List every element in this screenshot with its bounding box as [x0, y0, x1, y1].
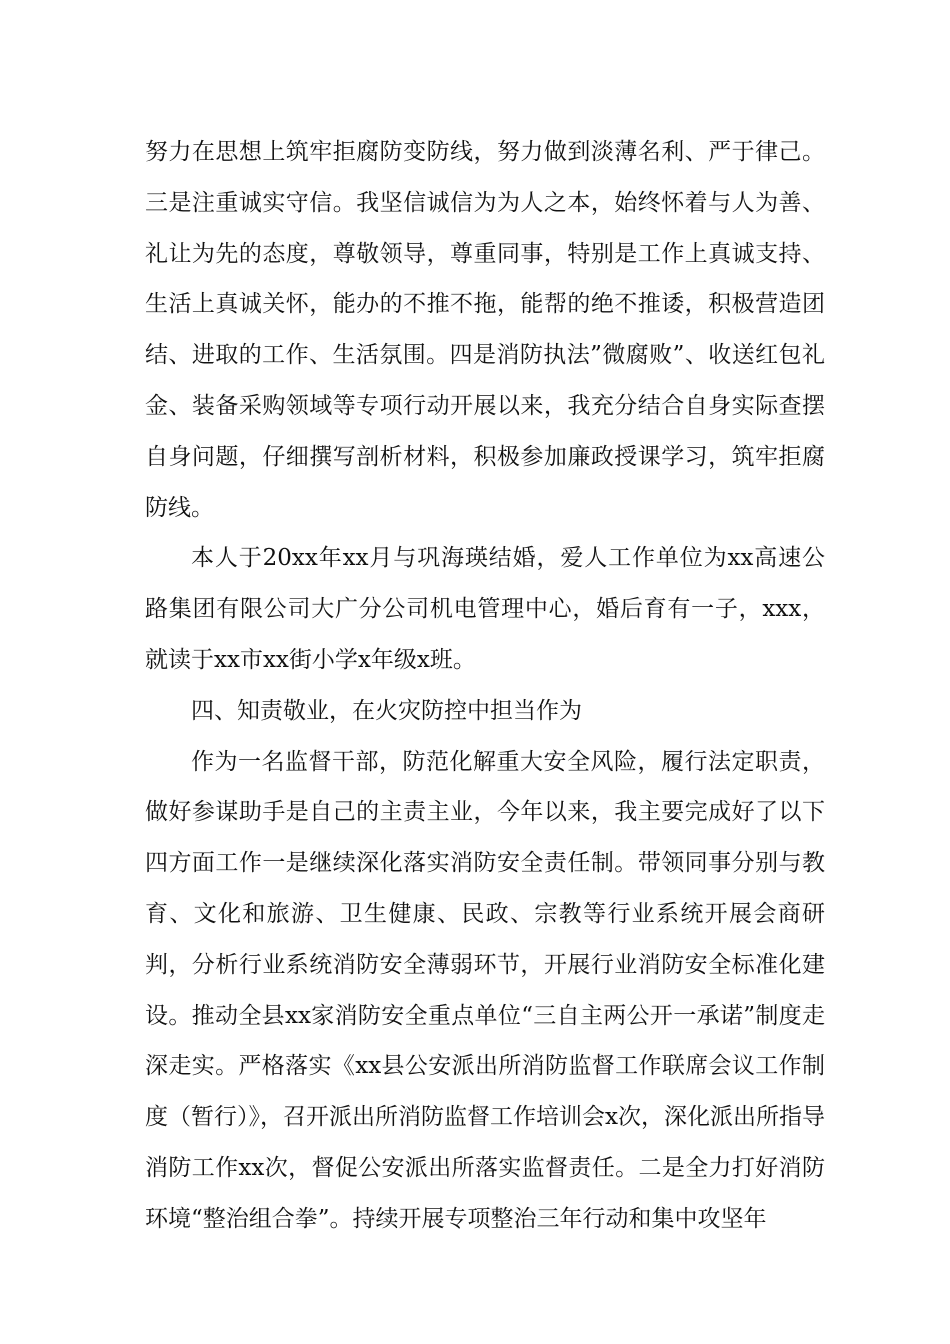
section-heading-four: 四、知责敬业，在火灾防控中担当作为 — [191, 697, 582, 724]
paragraph-integrity: 努力在思想上筑牢拒腐防变防线，努力做到淡薄名利、严于律己。三是注重诚实守信。我坚信诚信为为人之本，始终怀着与人为善、礼让为先的态度，尊敬领导，尊重同事，特别是工作上真诚支持、生活上真诚关怀，能办的不推不拖，能帮的绝不推诿，积极营造团结、进取的工作、生活氛围。四是消防执法”微腐败”、收送红包礼金、装备采购领域等专项行动开展以来，我充分结合自身实际查摆自身问题，仔细撰写剖析材料，积极参加廉政授课学习，筑牢拒腐防线。 — [145, 139, 825, 521]
paragraph-supervision-work: 作为一名监督干部，防范化解重大安全风险，履行法定职责，做好参谋助手是自己的主责主业，今年以来，我主要完成好了以下四方面工作一是继续深化落实消防安全责任制。带领同事分别与教育、文化和旅游、卫生健康、民政、宗教等行业系统开展会商研判，分析行业系统消防安全薄弱环节，开展行业消防安全标准化建设。推动全县xx家消防安全重点单位“三自主两公开一承诺”制度走深走实。严格落实《xx县公安派出所消防监督工作联席会议工作制度（暂行）》，召开派出所消防监督工作培训会x次，深化派出所指导消防工作xx次，督促公安派出所落实监督责任。二是全力打好消防环境“整治组合拳”。持续开展专项整治三年行动和集中攻坚年 — [145, 748, 825, 1232]
document-body — [145, 127, 825, 1245]
paragraph-marriage: 本人于20xx年xx月与巩海瑛结婚，爱人工作单位为xx高速公路集团有限公司大广分公司机电管理中心，婚后育有一子，xxx，就读于xx市xx街小学x年级x班。 — [145, 545, 825, 673]
